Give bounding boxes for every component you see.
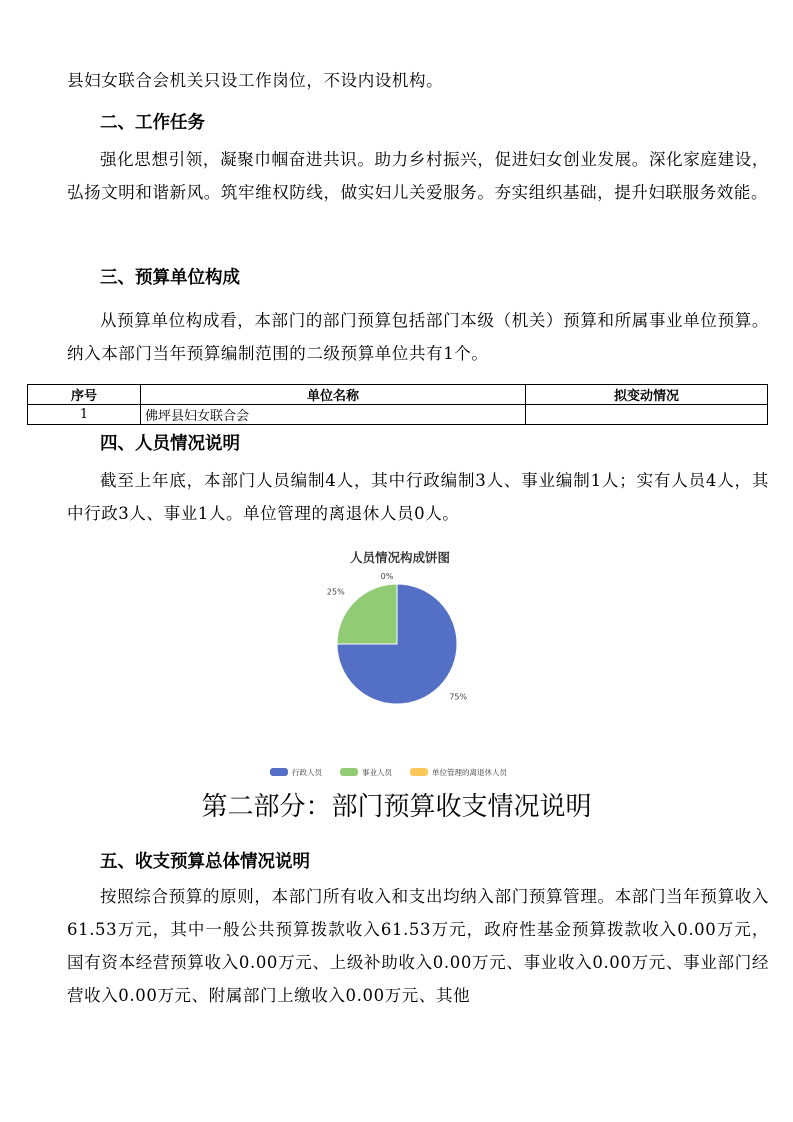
section-3-paragraph: 从预算单位构成看，本部门的部门预算包括部门本级（机关）预算和所属事业单位预算。纳入本部门当年预算编制范围的二级预算单位共有1个。	[67, 311, 769, 363]
budget-units-table	[27, 384, 768, 425]
personnel-pie-chart	[250, 540, 550, 785]
pie-label-0: 75%	[449, 692, 468, 702]
chart-title: 人员情况构成饼图	[349, 550, 451, 565]
cell-change	[526, 405, 768, 425]
table-row	[28, 405, 768, 425]
section-5-heading: 五、收支预算总体情况说明	[100, 852, 310, 872]
table-header-row	[28, 385, 768, 405]
part-2-title: 第二部分：部门预算收支情况说明	[201, 792, 592, 822]
header-unit-name: 单位名称	[141, 385, 526, 405]
section-2-heading: 二、工作任务	[100, 113, 205, 133]
header-change: 拟变动情况	[526, 385, 768, 405]
section-4-paragraph: 截至上年底，本部门人员编制4人，其中行政编制3人、事业编制1人；实有人员4人，其中行政3人、事业1人。单位管理的离退休人员0人。	[67, 471, 769, 523]
pie-label-2: 0%	[380, 572, 394, 581]
pie-label-1: 25%	[326, 587, 345, 597]
legend-label-2: 单位管理的离退休人员	[432, 768, 507, 777]
pie-slice-1	[337, 584, 397, 644]
header-index: 序号	[28, 385, 141, 405]
legend-swatch-1	[340, 768, 358, 776]
cell-index: 1	[28, 405, 141, 425]
intro-paragraph: 县妇女联合会机关只设工作岗位，不设内设机构。	[67, 71, 444, 90]
section-2-paragraph: 强化思想引领，凝聚巾帼奋进共识。助力乡村振兴，促进妇女创业发展。深化家庭建设，弘扬文明和谐新风。筑牢维权防线，做实妇儿关爱服务。夯实组织基础，提升妇联服务效能。	[67, 150, 769, 202]
section-5-paragraph: 按照综合预算的原则，本部门所有收入和支出均纳入部门预算管理。本部门当年预算收入61.53万元，其中一般公共预算拨款收入61.53万元，政府性基金预算拨款收入0.00万元，国有资本经营预算收入0.00万元、上级补助收入0.00万元、事业收入0.00万元、事业部门经营收入0.00万元、附属部门上缴收入0.00万元、其他	[67, 887, 769, 1005]
section-4-heading: 四、人员情况说明	[100, 434, 240, 454]
legend-swatch-2	[410, 768, 428, 776]
legend-swatch-0	[270, 768, 288, 776]
legend-label-0: 行政人员	[292, 768, 322, 777]
legend-label-1: 事业人员	[362, 768, 392, 777]
section-3-heading: 三、预算单位构成	[100, 268, 240, 288]
cell-unit-name: 佛坪县妇女联合会	[141, 405, 526, 425]
